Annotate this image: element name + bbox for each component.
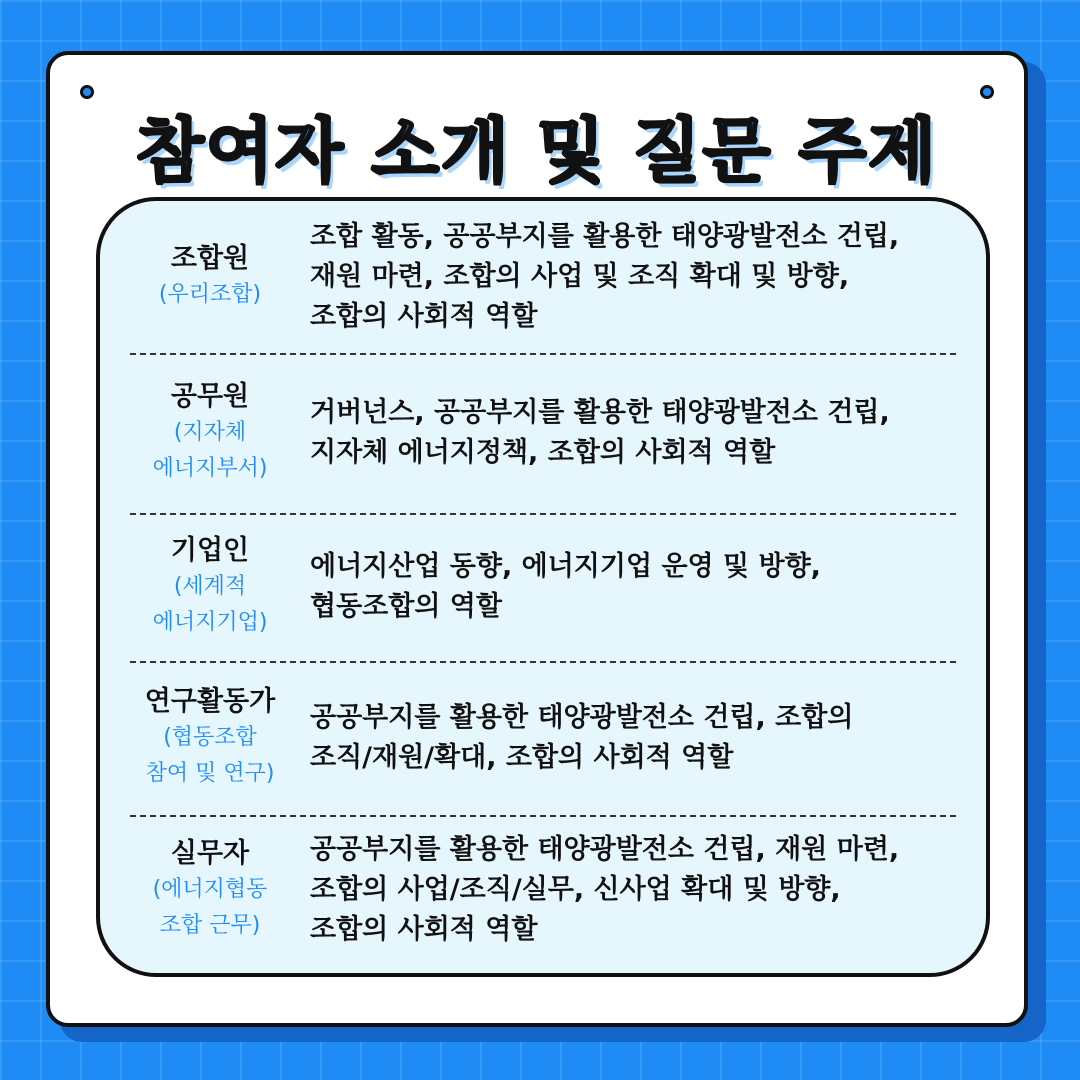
participant-role	[130, 836, 290, 944]
role-name: 연구활동가	[144, 686, 276, 717]
role-name: 공무원	[170, 381, 250, 412]
question-topics: 공공부지를 활용한 태양광발전소 건립, 조합의 조직/재원/확대, 조합의 사회적 역할	[310, 702, 854, 773]
participants-panel	[96, 197, 990, 977]
page-title: 참여자 소개 및 질문 주제	[136, 110, 938, 192]
main-card	[46, 51, 1028, 1027]
participant-row	[130, 201, 956, 355]
participant-role	[130, 379, 290, 487]
participant-role	[130, 241, 290, 313]
participant-row	[130, 513, 956, 663]
role-name: 기업인	[170, 535, 250, 566]
question-topics: 거버넌스, 공공부지를 활용한 태양광발전소 건립, 지자체 에너지정책, 조합의 사회적 역할	[310, 397, 890, 468]
role-name: 조합원	[170, 243, 250, 274]
role-name: 실무자	[170, 838, 250, 869]
participant-row	[130, 661, 956, 817]
role-detail: (세계적 에너지기업)	[152, 574, 268, 635]
participant-role	[130, 533, 290, 641]
participant-row	[130, 353, 956, 515]
question-topics: 공공부지를 활용한 태양광발전소 건립, 재원 마련, 조합의 사업/조직/실무, 신사업 확대 및 방향, 조합의 사회적 역할	[310, 834, 900, 945]
role-detail: (지자체 에너지부서)	[152, 420, 268, 481]
question-topics: 에너지산업 동향, 에너지기업 운영 및 방향, 협동조합의 역할	[310, 551, 821, 622]
role-detail: (에너지협동 조합 근무)	[152, 877, 268, 938]
role-detail: (협동조합 참여 및 연구)	[145, 725, 275, 786]
participant-role	[130, 684, 290, 792]
participant-row	[130, 815, 956, 965]
question-topics: 조합 활동, 공공부지를 활용한 태양광발전소 건립, 재원 마련, 조합의 사업 및 조직 확대 및 방향, 조합의 사회적 역할	[310, 221, 900, 332]
role-detail: (우리조합)	[158, 282, 262, 307]
